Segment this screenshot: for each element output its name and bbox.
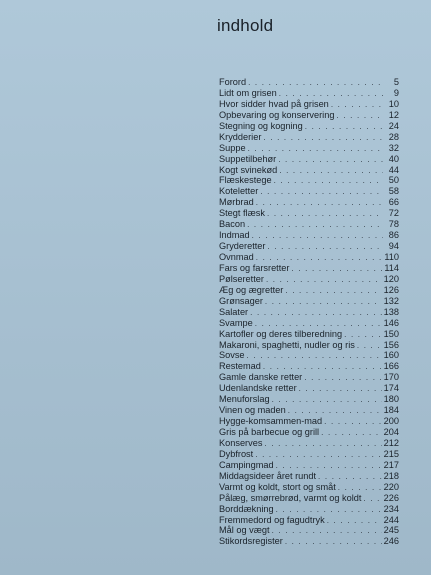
toc-entry-label: Gryderetter [219, 241, 266, 252]
toc-entry-page-number: 215 [383, 448, 399, 459]
toc-entry-page-number: 126 [383, 284, 399, 295]
toc-entry [219, 361, 399, 372]
dot-leader [265, 297, 382, 308]
toc-entry [219, 175, 399, 186]
toc-entry-label: Æg og ægretter [219, 284, 284, 295]
toc-entry [219, 427, 399, 438]
toc-entry-label: Stikordsregister [219, 536, 283, 547]
toc-entry-label: Restemad [219, 361, 261, 372]
toc-entry-label: Forord [219, 77, 247, 87]
toc-entry-label: Stegt flæsk [219, 208, 265, 219]
toc-entry [219, 274, 399, 285]
toc-entry [219, 383, 399, 394]
toc-entry-page-number: 174 [383, 383, 399, 394]
toc-entry [219, 241, 399, 252]
toc-entry-label: Gamle danske retter [219, 372, 303, 383]
dot-leader [272, 395, 382, 406]
dot-leader [327, 516, 382, 527]
toc-entry [219, 350, 399, 361]
toc-entry [219, 482, 399, 493]
dot-leader [285, 286, 381, 297]
toc-entry-label: Gris på barbecue og grill [219, 427, 320, 437]
toc-entry-label: Udenlandske retter [219, 383, 297, 394]
toc-entry-page-number: 234 [383, 503, 399, 514]
table-of-contents [219, 77, 399, 547]
dot-leader [285, 537, 382, 548]
toc-entry [219, 208, 399, 219]
toc-entry-page-number: 246 [383, 536, 399, 547]
dot-leader [247, 220, 383, 231]
toc-entry-page-number: 132 [383, 295, 399, 306]
toc-entry [219, 110, 399, 121]
dot-leader [274, 176, 383, 187]
toc-entry-label: Varmt og koldt, stort og småt [219, 481, 336, 492]
toc-entry [219, 99, 399, 110]
toc-entry-page-number: 160 [383, 350, 399, 361]
dot-leader [324, 417, 382, 428]
toc-entry [219, 525, 399, 536]
toc-entry-label: Makaroni, spaghetti, nudler og ris [219, 339, 355, 350]
toc-entry-label: Vinen og maden [219, 405, 286, 416]
toc-entry-page-number: 32 [388, 142, 399, 153]
toc-entry-page-number: 180 [383, 394, 399, 405]
dot-leader [278, 155, 383, 166]
page-title: indhold [217, 16, 274, 35]
toc-entry [219, 219, 399, 230]
dot-leader [357, 341, 382, 352]
toc-entry-label: Suppetilbehør [219, 153, 277, 164]
toc-entry [219, 186, 399, 197]
dot-leader [363, 494, 381, 505]
toc-entry-label: Borddækning [219, 503, 274, 514]
toc-entry-label: Ovnmad [219, 252, 254, 262]
toc-entry-page-number: 244 [383, 514, 399, 525]
toc-entry [219, 252, 399, 263]
toc-entry-label: Lidt om grisen [219, 87, 277, 98]
toc-entry-label: Stegning og kogning [219, 120, 303, 131]
toc-entry-label: Hvor sidder hvad på grisen [219, 98, 329, 109]
toc-entry-page-number: 120 [383, 273, 399, 284]
toc-entry [219, 230, 399, 241]
toc-entry [219, 329, 399, 340]
toc-entry [219, 504, 399, 515]
toc-entry-page-number: 200 [383, 416, 399, 427]
dot-leader [305, 122, 383, 133]
toc-entry-page-number: 184 [383, 405, 399, 416]
toc-entry-page-number: 220 [383, 481, 399, 492]
toc-entry-page-number: 40 [388, 153, 399, 164]
toc-entry-page-number: 44 [388, 164, 399, 175]
toc-entry-label: Mål og vægt [219, 525, 270, 536]
toc-entry-page-number: 170 [383, 372, 399, 383]
toc-entry [219, 416, 399, 427]
toc-entry-page-number: 166 [383, 361, 399, 372]
toc-entry [219, 263, 399, 274]
toc-entry [219, 132, 399, 143]
toc-entry-label: Kogt svinekød [219, 164, 278, 175]
dot-leader [267, 209, 383, 220]
toc-entry-page-number: 5 [393, 77, 399, 87]
toc-entry-label: Hygge-komsammen-mad [219, 416, 323, 427]
toc-entry-label: Svampe [219, 317, 253, 328]
dot-leader [336, 111, 383, 122]
dot-leader [255, 450, 381, 461]
toc-entry [219, 154, 399, 165]
dot-leader [279, 166, 383, 177]
toc-entry-page-number: 217 [383, 459, 399, 470]
dot-leader [250, 308, 382, 319]
toc-entry [219, 296, 399, 307]
dot-leader [304, 373, 381, 384]
toc-entry-page-number: 50 [388, 175, 399, 186]
toc-entry-page-number: 156 [383, 339, 399, 350]
dot-leader [252, 231, 383, 242]
toc-entry-page-number: 28 [388, 131, 399, 142]
toc-entry [219, 121, 399, 132]
toc-entry [219, 197, 399, 208]
toc-entry-label: Dybfrost [219, 448, 254, 459]
toc-entry [219, 77, 399, 88]
toc-entry-page-number: 212 [383, 437, 399, 448]
toc-entry [219, 515, 399, 526]
toc-entry [219, 285, 399, 296]
toc-entry [219, 307, 399, 318]
toc-entry-page-number: 218 [383, 470, 399, 481]
toc-entry [219, 143, 399, 154]
toc-entry [219, 471, 399, 482]
dot-leader [256, 198, 383, 209]
toc-entry-label: Menuforslag [219, 394, 270, 405]
toc-entry-label: Grønsager [219, 295, 263, 306]
toc-entry-page-number: 66 [388, 197, 399, 208]
dot-leader [291, 264, 382, 275]
toc-entry [219, 438, 399, 449]
toc-entry-label: Fars og farsretter [219, 262, 290, 273]
toc-entry-page-number: 204 [383, 427, 399, 437]
dot-leader [260, 187, 383, 198]
toc-entry [219, 536, 399, 547]
toc-entry-label: Kartofler og deres tilberedning [219, 328, 343, 339]
toc-entry [219, 493, 399, 504]
toc-entry-label: Middagsideer året rundt [219, 470, 317, 481]
toc-entry [219, 405, 399, 416]
toc-entry-label: Sovse [219, 350, 245, 361]
toc-entry-page-number: 78 [388, 219, 399, 230]
toc-entry-label: Indmad [219, 230, 250, 241]
toc-entry-label: Campingmad [219, 459, 274, 470]
toc-entry [219, 88, 399, 99]
toc-entry-page-number: 12 [388, 109, 399, 120]
dot-leader [264, 439, 381, 450]
toc-entry-page-number: 146 [383, 317, 399, 328]
toc-entry-label: Konserves [219, 437, 263, 448]
toc-entry [219, 165, 399, 176]
toc-entry-label: Pålæg, smørrebrød, varmt og koldt [219, 492, 362, 503]
toc-entry-label: Opbevaring og konservering [219, 109, 335, 120]
dot-leader [331, 100, 383, 111]
dot-leader [247, 351, 382, 362]
dot-leader [267, 242, 383, 253]
toc-entry-label: Krydderier [219, 131, 262, 142]
toc-entry [219, 340, 399, 351]
toc-entry-label: Bacon [219, 219, 246, 230]
toc-entry [219, 318, 399, 329]
dot-leader [299, 384, 382, 395]
toc-entry-label: Salater [219, 306, 249, 317]
toc-entry [219, 449, 399, 460]
toc-entry-label: Koteletter [219, 186, 259, 197]
toc-entry-page-number: 86 [388, 230, 399, 241]
toc-entry-label: Flæskestege [219, 175, 272, 186]
toc-entry-page-number: 94 [388, 241, 399, 252]
toc-entry-page-number: 110 [384, 252, 399, 262]
dot-leader [263, 133, 383, 144]
toc-entry-page-number: 9 [393, 87, 399, 98]
toc-entry-page-number: 138 [383, 306, 399, 317]
toc-entry-page-number: 245 [383, 525, 399, 536]
dot-leader [321, 428, 382, 439]
toc-entry [219, 394, 399, 405]
toc-entry-label: Fremmedord og fagudtryk [219, 514, 325, 525]
toc-entry-label: Pølseretter [219, 273, 264, 284]
toc-entry-page-number: 150 [383, 328, 399, 339]
toc-entry-page-number: 10 [388, 98, 399, 109]
toc-entry-label: Mørbrad [219, 197, 254, 208]
dot-leader [272, 526, 382, 537]
toc-entry-page-number: 58 [388, 186, 399, 197]
toc-entry-page-number: 72 [388, 208, 399, 219]
toc-entry [219, 372, 399, 383]
toc-entry-label: Suppe [219, 142, 246, 153]
toc-entry-page-number: 226 [383, 492, 399, 503]
toc-entry-page-number: 114 [384, 262, 399, 273]
toc-entry-page-number: 24 [388, 120, 399, 131]
toc-entry [219, 460, 399, 471]
